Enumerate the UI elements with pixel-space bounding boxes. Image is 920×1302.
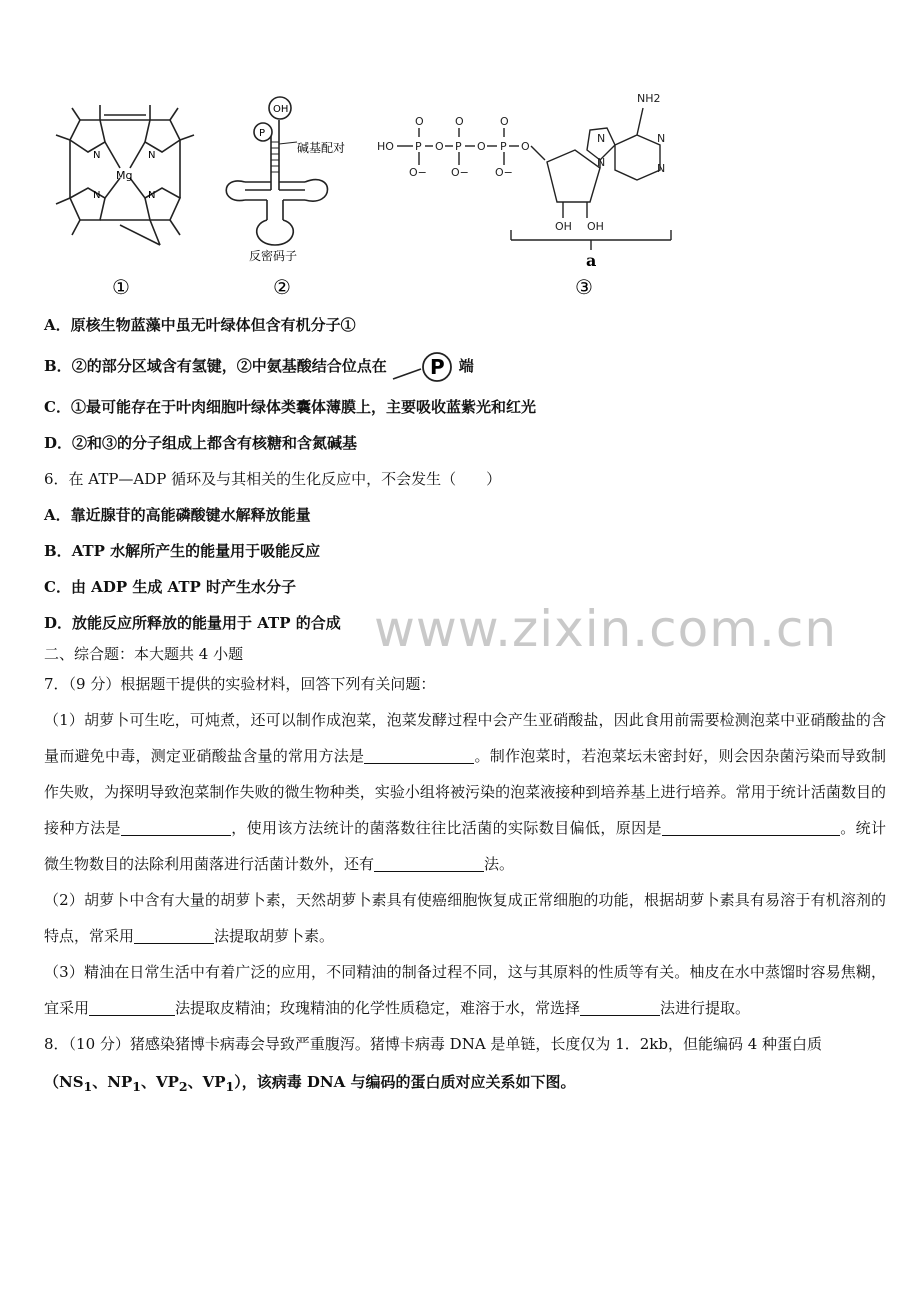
q5-option-d: D．②和③的分子组成上都含有核糖和含氮碱基 [44,434,358,452]
n-atom-label: N [148,190,156,201]
nh2-label: NH2 [637,92,661,105]
q6-option-b: B．ATP 水解所产生的能量用于吸能反应 [44,542,321,560]
q5-option-a: A．原核生物蓝藻中虽无叶绿体但含有机分子① [44,316,356,334]
n-atom-label: N [148,150,156,161]
figure-1-label: ① [112,275,130,299]
o-atom-label: O [477,140,486,153]
trna-structure-figure [215,80,365,302]
q7-part-1: （1）胡萝卜可生吃，可炖煮，还可以制作成泡菜，泡菜发酵过程中会产生亚硝酸盐，因此食用前需要检测泡菜中亚硝酸盐的含量而避免中毒，测定亚硝酸盐含量的常用方法是 。制作泡菜时，若泡菜坛未密封好，则会因杂菌污染而导致制作失败，为探明导致泡菜制作失败的微生物种类，实验小组将被污染的泡菜液接种到培养基上进行培养。常用于统计活菌数目的接种方法是 ，使用该方法统计的菌落数往往比活菌的实际数目偏低，原因是 。统计微生物数目的法除利用菌落进行活菌计数外，还有 法。 [44,711,886,873]
q7-part-2: （2）胡萝卜中含有大量的胡萝卜素，天然胡萝卜素具有使癌细胞恢复成正常细胞的功能，根据胡萝卜素具有易溶于有机溶剂的特点，常采用 法提取胡萝卜素。 [44,891,886,945]
q7-stem: 7．（9 分）根据题干提供的实验材料，回答下列有关问题： [44,675,436,693]
o-atom-label: O [435,140,444,153]
p-atom-label: P [455,140,462,153]
q6-option-d: D．放能反应所释放的能量用于 ATP 的合成 [44,614,341,632]
n-atom-label: N [93,150,101,161]
o-atom-label: O [415,115,424,128]
chlorophyll-structure-figure [50,80,200,302]
o-minus-label: O− [409,166,427,179]
phosphate-p-symbol [387,351,459,383]
answer-blank[interactable] [580,999,660,1016]
n-atom-label: N [657,162,666,175]
n-atom-label: N [597,132,606,145]
oh-label: OH [555,220,572,233]
answer-blank[interactable] [89,999,175,1016]
q5-option-c: C．①最可能存在于叶肉细胞叶绿体类囊体薄膜上，主要吸收蓝紫光和红光 [44,398,536,416]
n-atom-label: N [657,132,666,145]
p-atom-label: P [415,140,422,153]
svg-text:P: P [429,355,445,379]
o-minus-label: O− [451,166,469,179]
q6-option-a: A．靠近腺苷的高能磷酸键水解释放能量 [44,506,311,524]
base-pair-label: 碱基配对 [297,141,346,155]
n-atom-label: N [597,156,606,169]
n-atom-label: N [93,190,101,201]
oh-label: OH [273,104,289,115]
q5-option-b: B．②的部分区域含有氢键，②中氨基酸结合位点在 P 端 [44,349,474,383]
watermark: www.zixin.com.cn [374,600,838,658]
p-atom-label: P [500,140,507,153]
section-2-heading: 二、综合题：本大题共 4 小题 [44,645,244,663]
o-atom-label: O [521,140,530,153]
q8-stem: 8．（10 分）猪感染猪博卡病毒会导致严重腹泻。猪博卡病毒 DNA 是单链，长度仅为 1．2kb，但能编码 4 种蛋白质 [44,1035,823,1053]
oh-label: OH [587,220,604,233]
answer-blank[interactable] [662,819,840,836]
answer-blank[interactable] [121,819,231,836]
bracket-a-label: a [586,251,597,270]
q6-stem: 6．在 ATP—ADP 循环及与其相关的生化反应中，不会发生（ ） [44,470,502,488]
q7-part-3: （3）精油在日常生活中有着广泛的应用，不同精油的制备过程不同，这与其原料的性质等有关。柚皮在水中蒸馏时容易焦糊，宜采用 法提取皮精油；玫瑰精油的化学性质稳定，难溶于水，常选择 法进行提取。 [44,963,886,1017]
figure-row [0,80,920,305]
q6-option-c: C．由 ADP 生成 ATP 时产生水分子 [44,578,297,596]
figure-3-label: ③ [575,275,593,299]
ho-label: HO [377,140,394,153]
q8-protein-list: （$NS_1$、$NP_1$、$VP_2$、$VP_1$），该病毒 DNA 与编码的蛋白质对应关系如下图。 [44,1073,576,1094]
mg-atom-label: Mg [116,169,133,182]
atp-structure-figure [375,80,675,302]
figure-2-label: ② [273,275,291,299]
phosphate-p-label: P [259,128,266,139]
anticodon-label: 反密码子 [249,249,298,263]
o-minus-label: O− [495,166,513,179]
answer-blank[interactable] [134,927,214,944]
o-atom-label: O [455,115,464,128]
answer-blank[interactable] [364,747,474,764]
answer-blank[interactable] [374,855,484,872]
o-atom-label: O [500,115,509,128]
